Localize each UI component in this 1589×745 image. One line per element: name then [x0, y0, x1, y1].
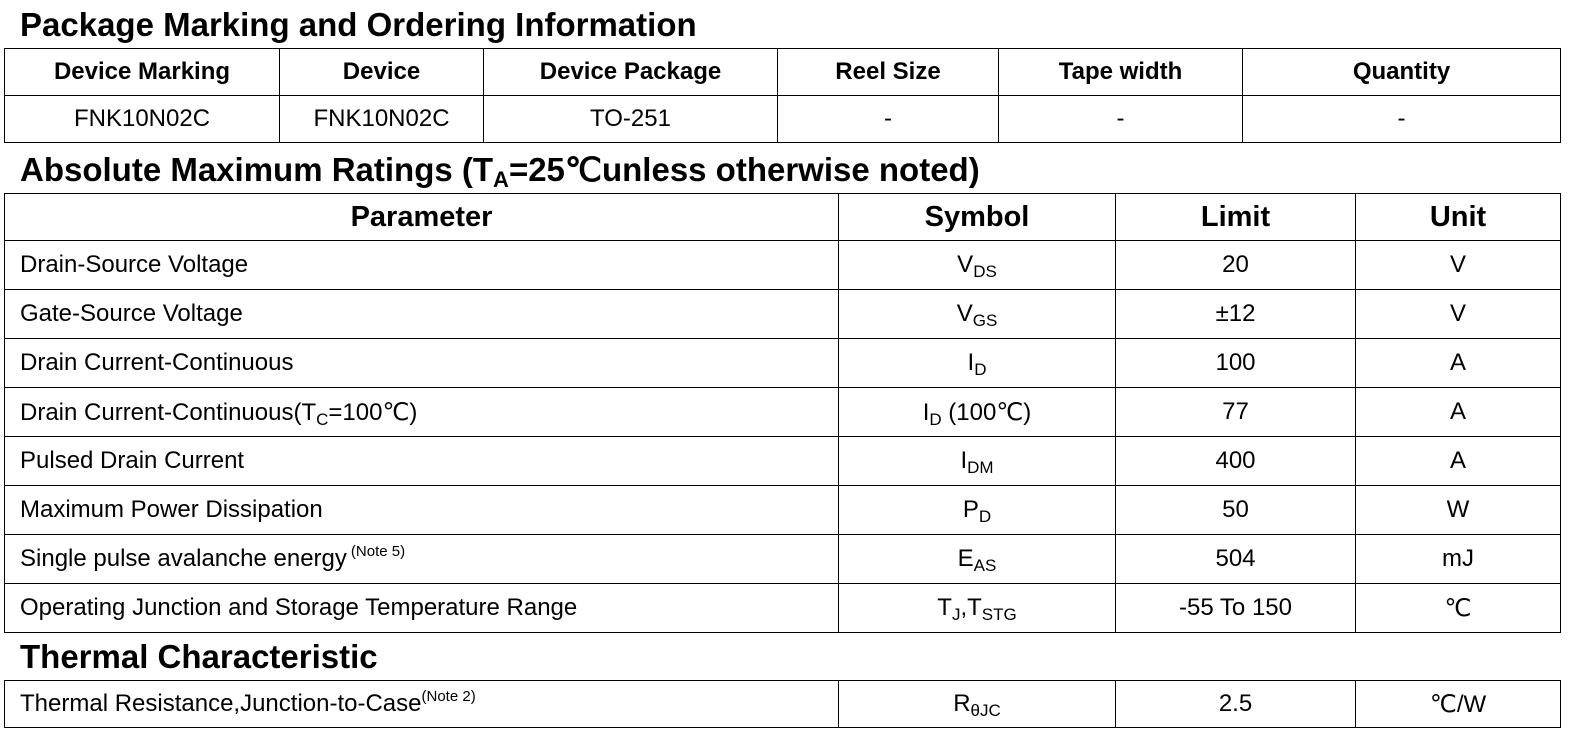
table-row: [5, 486, 1561, 535]
cell-tape-width: -: [999, 96, 1243, 143]
limit-cell: 77: [1116, 388, 1356, 437]
table-row: [5, 584, 1561, 633]
table-row: [5, 241, 1561, 290]
cell-reel-size: -: [778, 96, 999, 143]
cell-device-marking: FNK10N02C: [5, 96, 280, 143]
unit-cell: A: [1356, 437, 1561, 486]
table-row: [5, 339, 1561, 388]
parameter-cell: Drain Current-Continuous: [5, 339, 839, 388]
table-row: [5, 681, 1561, 728]
symbol-cell: $E_{AS}$: [839, 535, 1116, 584]
symbol-cell: $V_{GS}$: [839, 290, 1116, 339]
symbol-cell: $P_D$: [839, 486, 1116, 535]
parameter-cell: Thermal Resistance,Junction-to-Case$^{(Note 2)}$: [5, 681, 839, 728]
parameter-cell: Pulsed Drain Current: [5, 437, 839, 486]
parameter-cell: Maximum Power Dissipation: [5, 486, 839, 535]
limit-cell: 50: [1116, 486, 1356, 535]
parameter-cell: Drain-Source Voltage: [5, 241, 839, 290]
header-unit: Unit: [1356, 194, 1561, 241]
table-row: [5, 290, 1561, 339]
symbol-cell: $I_D$ (100℃): [839, 388, 1116, 437]
cell-device: FNK10N02C: [280, 96, 484, 143]
header-device-package: Device Package: [484, 49, 778, 96]
header-tape-width: Tape width: [999, 49, 1243, 96]
symbol-cell: $T_J,T_{STG}$: [839, 584, 1116, 633]
unit-cell: V: [1356, 241, 1561, 290]
ratings-header-row: [5, 194, 1561, 241]
table-row: [5, 388, 1561, 437]
header-parameter: Parameter: [5, 194, 839, 241]
unit-cell: A: [1356, 339, 1561, 388]
unit-cell: mJ: [1356, 535, 1561, 584]
limit-cell: ±12: [1116, 290, 1356, 339]
limit-cell: 504: [1116, 535, 1356, 584]
limit-cell: 20: [1116, 241, 1356, 290]
table-row: [5, 437, 1561, 486]
package-section-title: Package Marking and Ordering Information: [20, 6, 697, 43]
header-symbol: Symbol: [839, 194, 1116, 241]
limit-cell: 100: [1116, 339, 1356, 388]
unit-cell: ℃: [1356, 584, 1561, 633]
parameter-cell: Gate-Source Voltage: [5, 290, 839, 339]
unit-cell: V: [1356, 290, 1561, 339]
limit-cell: 2.5: [1116, 681, 1356, 728]
unit-cell: W: [1356, 486, 1561, 535]
thermal-table: [4, 680, 1561, 728]
symbol-cell: $R_{\theta JC}$: [839, 681, 1116, 728]
note-reference: (Note 5): [350, 543, 406, 560]
unit-cell: A: [1356, 388, 1561, 437]
parameter-cell: Drain Current-$Continuous(T_C=100℃)$: [5, 388, 839, 437]
thermal-section-title: Thermal Characteristic: [20, 638, 378, 675]
symbol-cell: $V_{DS}$: [839, 241, 1116, 290]
symbol-cell: $I_D$: [839, 339, 1116, 388]
header-device-marking: Device Marking: [5, 49, 280, 96]
package-table: [4, 48, 1561, 143]
limit-cell: 400: [1116, 437, 1356, 486]
limit-cell: -55 To 150: [1116, 584, 1356, 633]
symbol-cell: $I_{DM}$: [839, 437, 1116, 486]
note-reference: (Note 2): [421, 688, 476, 705]
ratings-table: [4, 193, 1561, 633]
unit-cell: ℃/W: [1356, 681, 1561, 728]
package-header-row: [5, 49, 1561, 96]
header-quantity: Quantity: [1243, 49, 1561, 96]
parameter-cell: Single pulse avalanche energy $^{(Note 5)}$: [5, 535, 839, 584]
package-data-row: [5, 96, 1561, 143]
header-limit: Limit: [1116, 194, 1356, 241]
cell-quantity: -: [1243, 96, 1561, 143]
cell-device-package: TO-251: [484, 96, 778, 143]
table-row: [5, 535, 1561, 584]
header-reel-size: Reel Size: [778, 49, 999, 96]
header-device: Device: [280, 49, 484, 96]
ratings-section-title: Absolute Maximum Ratings ($T_A=25℃unless$ otherwise noted): [20, 151, 980, 192]
parameter-cell: Operating Junction and Storage Temperature Range: [5, 584, 839, 633]
